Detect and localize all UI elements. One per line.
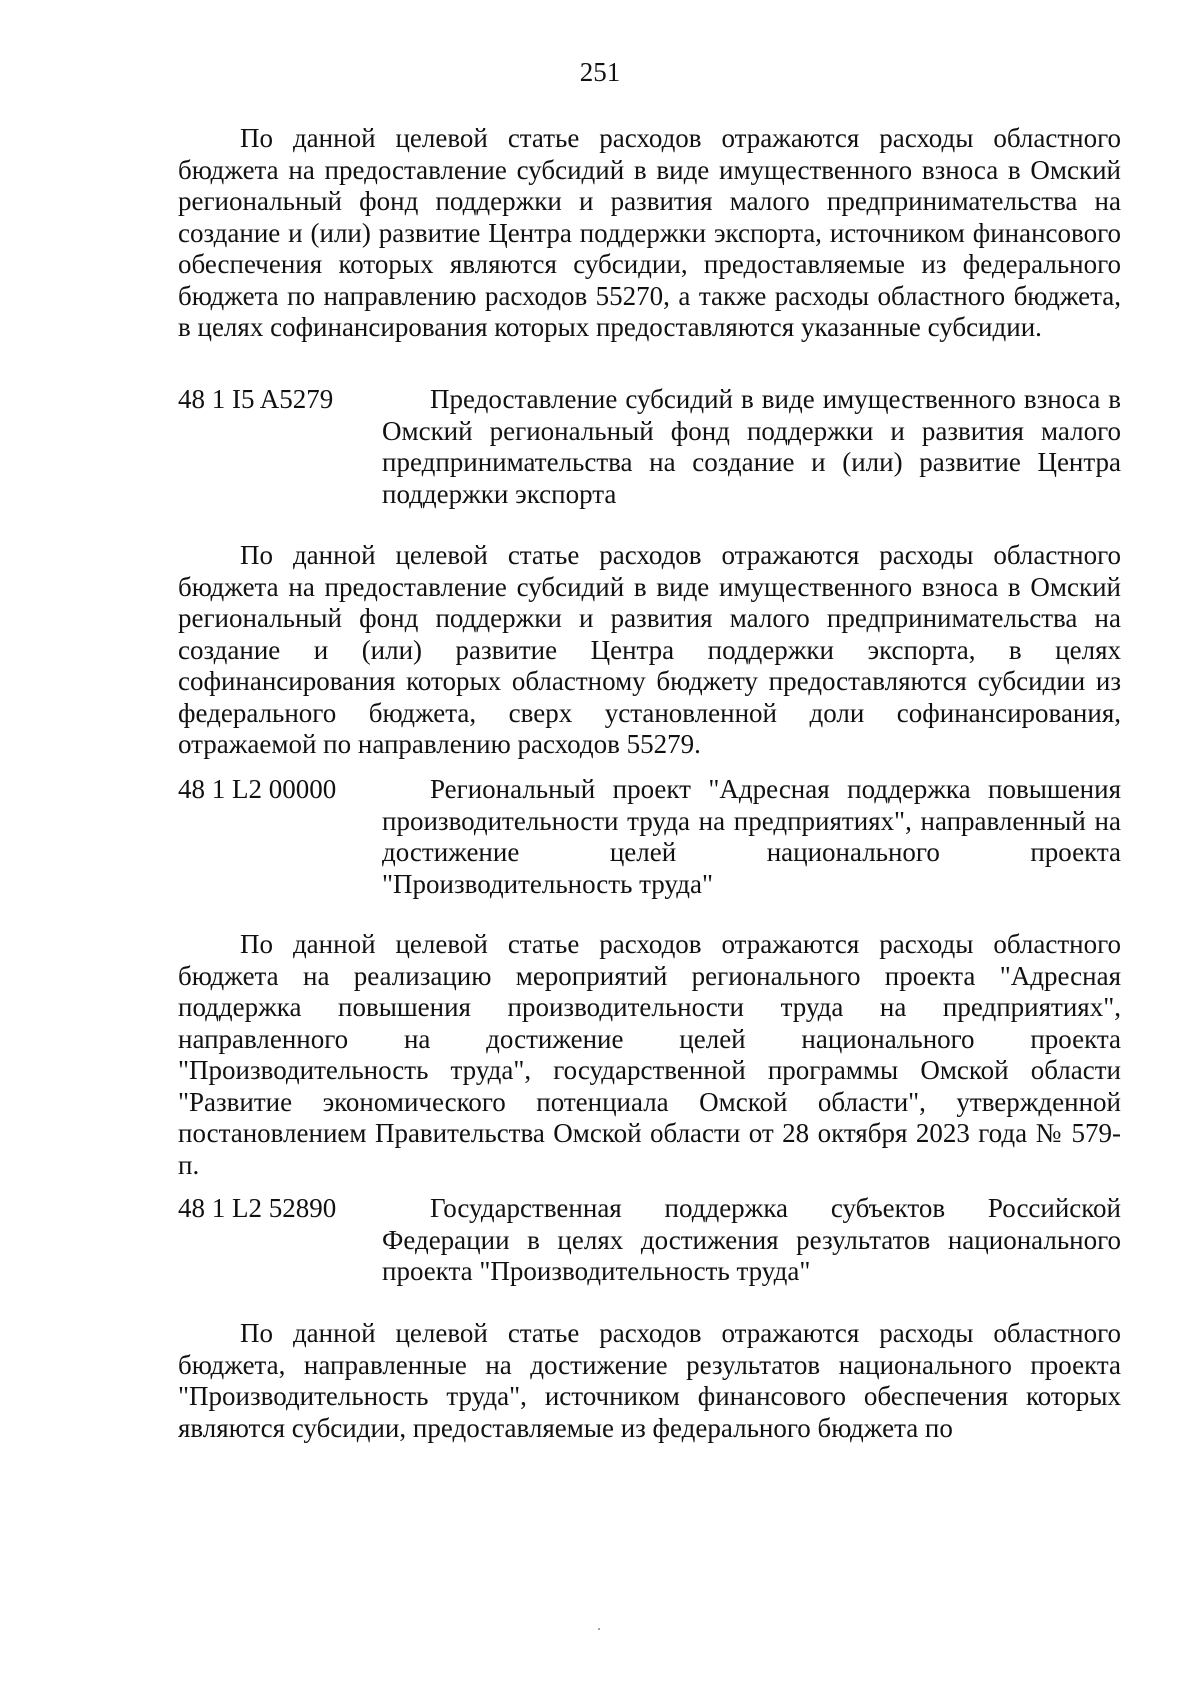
budget-entry-1 bbox=[178, 384, 1121, 510]
entry-title: Государственная поддержка субъектов Российской Федерации в целях достижения результатов национального проекта "Производительность труда" bbox=[382, 1193, 1121, 1286]
entry-title: Предоставление субсидий в виде имущественного взноса в Омский региональный фонд поддержки и развития малого предпринимательства на создание и (или) развитие Центра поддержки экспорта bbox=[382, 384, 1121, 509]
budget-entry-2 bbox=[178, 774, 1121, 900]
paragraph-4: По данной целевой статье расходов отражаются расходы областного бюджета, направленные на достижение результатов национального проекта "Производительность труда", источником финансового обеспечения которых являются субсидии, предоставляемые из федерального бюджета по bbox=[178, 1318, 1121, 1443]
paragraph-1: По данной целевой статье расходов отражаются расходы областного бюджета на предоставление субсидий в виде имущественного взноса в Омский региональный фонд поддержки и развития малого предпринимательства на создание и (или) развитие Центра поддержки экспорта, источником финансового обеспечения которых являются субсидии, предоставляемые из федерального бюджета по направлению расходов 55270, а также расходы областного бюджета, в целях софинансирования которых предоставляются указанные субсидии. bbox=[178, 123, 1121, 342]
entry-title: Региональный проект "Адресная поддержка повышения производительности труда на предприятиях", направленный на достижение целей национального проекта "Производительность труда" bbox=[382, 774, 1121, 899]
classification-code: 48 1 L2 00000 bbox=[178, 774, 337, 804]
paragraph-2: По данной целевой статье расходов отражаются расходы областного бюджета на предоставление субсидий в виде имущественного взноса в Омский региональный фонд поддержки и развития малого предпринимательства на создание и (или) развитие Центра поддержки экспорта, в целях софинансирования которых областному бюджету предоставляются субсидии из федерального бюджета, сверх установленной доли софинансирования, отражаемой по направлению расходов 55279. bbox=[178, 540, 1121, 759]
scan-speck bbox=[598, 1628, 600, 1630]
classification-code: 48 1 L2 52890 bbox=[178, 1193, 337, 1223]
budget-entry-3 bbox=[178, 1193, 1121, 1288]
page-number: 251 bbox=[579, 57, 621, 87]
classification-code: 48 1 I5 A5279 bbox=[178, 384, 334, 414]
paragraph-3: По данной целевой статье расходов отражаются расходы областного бюджета на реализацию мероприятий регионального проекта "Адресная поддержка повышения производительности труда на предприятиях", направленного на достижение целей национального проекта "Производительность труда", государственной программы Омской области "Развитие экономического потенциала Омской области", утвержденной постановлением Правительства Омской области от 28 октября 2023 года № 579-п. bbox=[178, 929, 1121, 1180]
